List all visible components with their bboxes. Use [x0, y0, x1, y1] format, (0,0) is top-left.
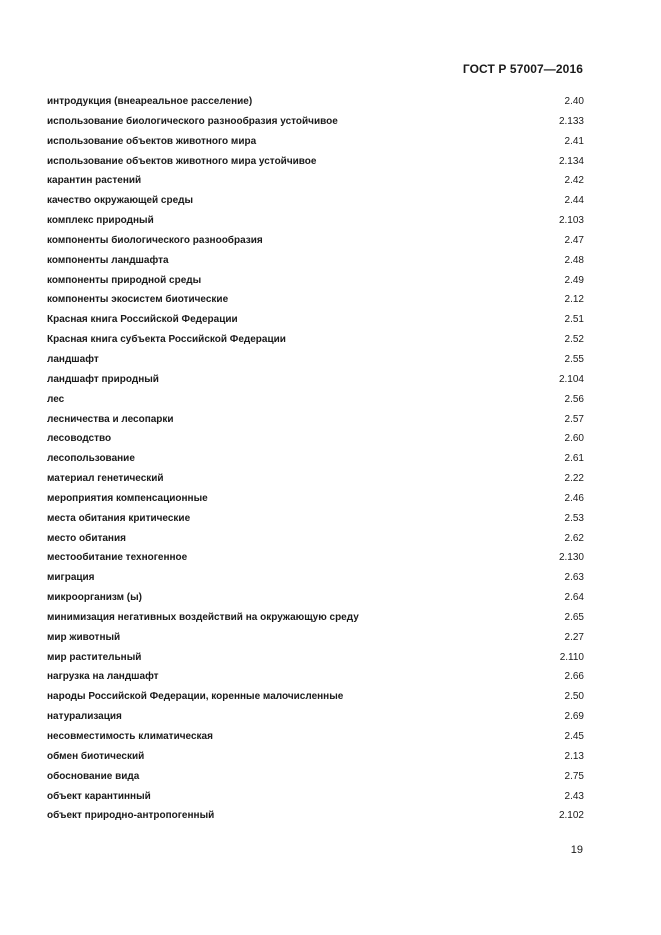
index-term: материал генетический	[47, 473, 164, 485]
index-term: лесопользование	[47, 453, 135, 465]
index-term: компоненты природной среды	[47, 274, 202, 286]
index-entry	[47, 632, 584, 652]
index-term: ландшафт природный	[47, 373, 159, 385]
index-reference-number: 2.51	[564, 314, 584, 326]
index-reference-number: 2.50	[564, 691, 584, 703]
index-entry	[47, 314, 584, 334]
index-entry	[47, 354, 584, 374]
index-reference-number: 2.45	[564, 731, 584, 742]
index-entry	[47, 771, 584, 791]
index-entry	[47, 175, 584, 195]
index-term: использование объектов животного мира	[47, 135, 257, 147]
index-term: ландшафт	[47, 353, 99, 365]
index-reference-number: 2.27	[564, 631, 584, 643]
index-term: обоснование вида	[47, 770, 140, 782]
index-reference-number: 2.48	[564, 254, 584, 266]
index-reference-number: 2.12	[564, 294, 584, 306]
index-entry	[47, 791, 584, 811]
index-reference-number: 2.57	[564, 413, 584, 425]
index-reference-number: 2.75	[564, 770, 584, 782]
index-term: качество окружающей среды	[47, 195, 194, 207]
index-entry	[47, 652, 584, 672]
index-entry	[47, 96, 584, 116]
index-term: лесничества и лесопарки	[47, 413, 174, 425]
index-entry	[47, 493, 584, 513]
index-entry	[47, 275, 584, 295]
index-entry	[47, 414, 584, 434]
index-reference-number: 2.13	[564, 750, 584, 762]
index-entry	[47, 612, 584, 632]
index-reference-number: 2.65	[564, 611, 584, 623]
index-term: компоненты биологического разнообразия	[47, 234, 263, 246]
index-reference-number: 2.44	[564, 195, 584, 207]
index-entry	[47, 255, 584, 275]
index-reference-number: 2.43	[564, 790, 584, 802]
index-reference-number: 2.52	[564, 334, 584, 346]
index-reference-number: 2.62	[564, 532, 584, 544]
index-reference-number: 2.102	[558, 810, 584, 822]
index-entry	[47, 294, 584, 314]
index-reference-number: 2.104	[558, 373, 584, 385]
index-term: местообитание техногенное	[47, 552, 188, 564]
index-term: компоненты ландшафта	[47, 254, 169, 266]
index-reference-number: 2.40	[564, 96, 584, 107]
index-term: использование биологического разнообразия устойчивое	[47, 115, 338, 127]
index-reference-number: 2.22	[564, 473, 584, 485]
index-term: интродукция (внеареальное расселение)	[47, 96, 253, 107]
index-reference-number: 2.134	[558, 155, 584, 167]
index-term: лесоводство	[47, 433, 112, 445]
index-entry	[47, 433, 584, 453]
index-entry	[47, 810, 584, 830]
index-entry	[47, 453, 584, 473]
index-entry	[47, 533, 584, 553]
index-entry	[47, 334, 584, 354]
index-term: микроорганизм (ы)	[47, 592, 142, 604]
index-reference-number: 2.64	[564, 592, 584, 604]
index-reference-number: 2.53	[564, 512, 584, 524]
index-reference-number: 2.42	[564, 175, 584, 187]
document-header-code: ГОСТ Р 57007—2016	[462, 62, 583, 76]
index-reference-number: 2.46	[564, 492, 584, 504]
page-number: 19	[570, 844, 583, 856]
index-entry	[47, 552, 584, 572]
index-term: объект природно-антропогенный	[47, 810, 215, 822]
index-entry	[47, 374, 584, 394]
index-term: нагрузка на ландшафт	[47, 671, 159, 683]
index-reference-number: 2.47	[564, 234, 584, 246]
index-reference-number: 2.55	[564, 353, 584, 365]
index-reference-number: 2.41	[564, 135, 584, 147]
index-entry	[47, 195, 584, 215]
index-term: натурализация	[47, 711, 122, 723]
index-term: мир животный	[47, 631, 121, 643]
index-term: объект карантинный	[47, 790, 151, 802]
index-entry	[47, 671, 584, 691]
index-entry	[47, 592, 584, 612]
index-term: минимизация негативных воздействий на окружающую среду	[47, 611, 359, 623]
index-term: место обитания	[47, 532, 126, 544]
index-entry	[47, 235, 584, 255]
index-term: обмен биотический	[47, 750, 145, 762]
index-reference-number: 2.56	[564, 393, 584, 405]
index-term: компоненты экосистем биотические	[47, 294, 229, 306]
index-term: мероприятия компенсационные	[47, 492, 208, 504]
index-entry	[47, 731, 584, 751]
term-index-list	[47, 96, 584, 830]
index-entry	[47, 711, 584, 731]
index-reference-number: 2.130	[558, 552, 584, 564]
index-term: народы Российской Федерации, коренные малочисленные	[47, 691, 344, 703]
index-reference-number: 2.66	[564, 671, 584, 683]
index-reference-number: 2.61	[564, 453, 584, 465]
index-entry	[47, 394, 584, 414]
index-term: мир растительный	[47, 651, 142, 663]
index-reference-number: 2.63	[564, 572, 584, 584]
index-entry	[47, 116, 584, 136]
index-term: Красная книга Российской Федерации	[47, 314, 238, 326]
index-term: Красная книга субъекта Российской Федерации	[47, 334, 286, 346]
index-entry	[47, 156, 584, 176]
index-term: комплекс природный	[47, 215, 154, 227]
index-entry	[47, 572, 584, 592]
index-entry	[47, 691, 584, 711]
index-entry	[47, 751, 584, 771]
index-term: места обитания критические	[47, 512, 191, 524]
index-entry	[47, 513, 584, 533]
index-term: несовместимость климатическая	[47, 731, 213, 742]
index-reference-number: 2.49	[564, 274, 584, 286]
index-entry	[47, 136, 584, 156]
index-term: лес	[47, 393, 65, 405]
index-term: карантин растений	[47, 175, 142, 187]
index-entry	[47, 473, 584, 493]
index-entry	[47, 215, 584, 235]
index-reference-number: 2.69	[564, 711, 584, 723]
index-reference-number: 2.60	[564, 433, 584, 445]
index-reference-number: 2.103	[558, 215, 584, 227]
index-reference-number: 2.133	[558, 115, 584, 127]
index-term: миграция	[47, 572, 95, 584]
index-reference-number: 2.110	[559, 651, 584, 663]
index-term: использование объектов животного мира устойчивое	[47, 155, 317, 167]
